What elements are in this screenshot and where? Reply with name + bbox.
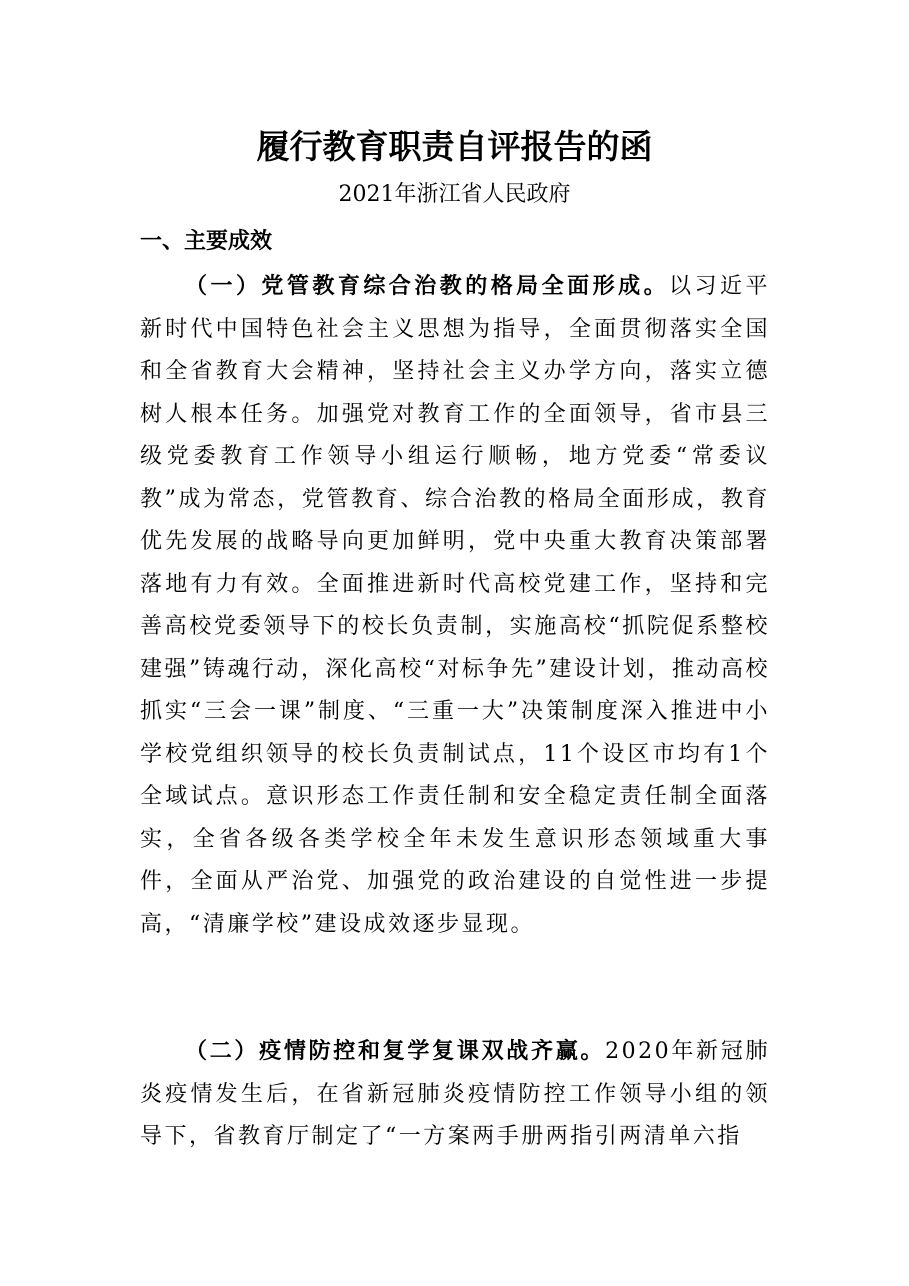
paragraph-2 [140,1030,770,1159]
paragraph-1-lead: （一）党管教育综合治教的格局全面形成。 [185,273,670,299]
document-subtitle: 2021年浙江省人民政府 [338,182,571,207]
paragraph-1 [140,265,770,946]
paragraph-1-text: 以习近平新时代中国特色社会主义思想为指导，全面贯彻落实全国和全省教育大会精神，坚持社会主义办学方向，落实立德树人根本任务。加强党对教育工作的全面领导，省市县三级党委教育工作领导小组运行顺畅，地方党委“常委议教”成为常态，党管教育、综合治教的格局全面形成，教育优先发展的战略导向更加鲜明，党中央重大教育决策部署落地有力有效。全面推进新时代高校党建工作，坚持和完善高校党委领导下的校长负责制，实施高校“抓院促系整校建强”铸魂行动，深化高校“对标争先”建设计划，推动高校抓实“三会一课”制度、“三重一大”决策制度深入推进中小学校党组织领导的校长负责制试点，11个设区市均有1个全域试点。意识形态工作责任制和安全稳定责任制全面落实，全省各级各类学校全年未发生意识形态领域重大事件，全面从严治党、加强党的政治建设的自觉性进一步提高，“清廉学校”建设成效逐步显现。 [140,274,770,937]
paragraph-2-lead: （二）疫情防控和复学复课双战齐赢。 [185,1038,606,1064]
document-title: 履行教育职责自评报告的函 [256,127,653,166]
section-heading: 一、主要成效 [140,229,273,254]
paragraph-2-text: 2020年新冠肺炎疫情发生后，在省新冠肺炎疫情防控工作领导小组的领导下，省教育厅制定了“一方案两手册两指引两清单六指 [140,1039,770,1149]
